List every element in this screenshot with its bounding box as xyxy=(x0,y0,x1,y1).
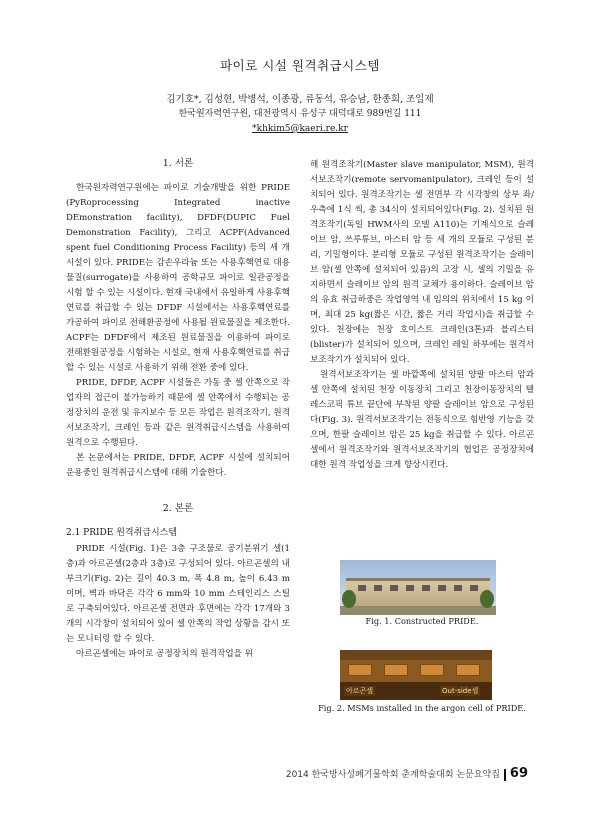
page-number: 69 xyxy=(509,766,528,781)
footer-proceedings-title: 2014 한국방사성폐기물학회 춘계학술대회 논문요약집 xyxy=(285,770,500,780)
figure-2-label-outside-cell: Out-side셀 xyxy=(442,687,479,695)
left-column xyxy=(66,150,290,662)
intro-paragraph-3: 본 논문에서는 PRIDE, DFDF, ACPF 시설에 설치되어 운용중인 원격취급시스템에 대해 기술한다. xyxy=(66,453,290,478)
figure-2-argon-cell-photo xyxy=(340,650,492,700)
body-paragraph-4: 원격서보조작기는 셀 바깥쪽에 설치된 양팔 마스터 암과 셀 안쪽에 설치된 천장 이동장치 그리고 천장이동장치의 텔레스코픽 튜브 끝단에 부착된 양팔 슬레이브 암으로 구성된다(Fig. 3). 원격서보조작기는 전동식으로 힘반영 기능을 갖으며, 한팔 슬레이브 암은 25 kg을 취급할 수 있다. 아르곤셀에서 원격조작기와 원격서보조작기의 협업은 공정장치에 대한 원격 작업성을 크게 향상시킨다. xyxy=(310,370,534,470)
section-heading-intro: 1. 서론 xyxy=(162,158,194,169)
section-heading-body: 2. 본론 xyxy=(162,503,194,514)
intro-paragraph-1: 한국원자력연구원에는 파이로 기술개발을 위한 PRIDE (PyRoprocessing Integrated inactive DEmonstration facility), DFDF(DUPIC Fuel Demonstration Facility), 그리고 ACPF(Advanced spent fuel Conditioning Process Facility) 등의 세 개 시설이 있다. PRIDE는 감손우라늄 또는 사용후핵연료 대용물질(surrogate)을 사용하여 공학규모 파이로 일관공정을 시험 할 수 있는 시설이다. 현재 국내에서 유일하게 사용후핵연료를 취급할 수 있는 DFDF 시설에서는 사용후핵연료를 가공하여 파이로 전해환공정에 사용될 원료물질을 제조한다. ACPF는 DFDF에서 제조된 원료물질을 이용하여 파이로 전해환원공정을 시험하는 시설로, 현재 사용후핵연료를 취급할 수 있는 시설로 사용하기 위해 전환 중에 있다. xyxy=(66,183,290,373)
affiliation: 한국원자력연구원, 대전광역시 유성구 대덕대로 989번길 111 xyxy=(178,109,422,119)
page-footer xyxy=(286,766,528,781)
figure-1-pride-building-photo xyxy=(340,560,496,615)
subsection-heading-2-1: 2.1 PRIDE 원격취급시스템 xyxy=(66,528,178,538)
body-paragraph-1: PRIDE 시설(Fig. 1)은 3층 구조물로 공기분위기 셀(1층)과 아르곤셀(2층과 3층)로 구성되어 있다. 아르곤셀의 내부크기(Fig. 2)는 길이 40.3 m, 폭 4.8 m, 높이 6.43 m 이며, 벽과 바닥은 각각 6 mm와 10 mm 스테인리스 스틸로 구축되어있다. 아르곤셀 전면과 후면에는 각각 17개와 3개의 시각창이 설치되어 있어 셀 안쪽의 작업 상황을 감시 또는 모니터링 할 수 있다. xyxy=(66,544,290,644)
right-column xyxy=(310,158,534,473)
figure-1-caption: Fig. 1. Constructed PRIDE. xyxy=(365,616,479,626)
author-list: 김기호*, 김성현, 박병석, 이종광, 류동석, 유승남, 한종희, 조일제 xyxy=(166,94,434,105)
contact-email: *khkim5@kaeri.re.kr xyxy=(252,124,348,134)
figure-2-label-argon-cell: 아르곤셀 xyxy=(346,687,374,695)
body-paragraph-3: 해 원격조작기(Master slave manipulator, MSM), 원격서보조작기(remote servomanipulator), 크레인 등이 설치되어 있다. 원격조작기는 셀 전면부 각 시각창의 상부 좌/우측에 1식 씩, 총 34식이 설치되어있다(Fig. 2). 설치된 원격조작기(독일 HWM사의 모델 A110)는 기계식으로 슬레이브 암, 쓰루튜브, 마스터 암 등 세 개의 모듈로 구성된 분리, 기밀형이다. 분리형 모듈로 구성된 원격조작기는 슬레이브 암(셀 안쪽에 설치되어 있음)의 고장 시, 셀의 기밀을 유지하면서 슬레이브 암의 원격 교체가 용이하다. 슬레이브 암의 유효 취급하중은 작업영역 내 임의의 위치에서 15 kg 이며, 최대 25 kg(짧은 시간, 짧은 거리 작업시)을 취급할 수 있다. 천장에는 천장 호이스트 크레인(3톤)과 블리스터(blister)가 설치되어 있으며, 크레인 레일 하부에는 원격서보조작기가 설치되어 있다. xyxy=(310,160,534,365)
body-paragraph-2: 아르곤셀에는 파이로 공정장치의 원격작업을 위 xyxy=(76,649,253,659)
figure-2-caption: Fig. 2. MSMs installed in the argon cell of PRIDE. xyxy=(318,703,526,713)
intro-paragraph-2: PRIDE, DFDF, ACPF 시설들은 가동 중 셀 안쪽으로 작업자의 접근이 불가능하기 때문에 셀 안쪽에서 수행되는 공정장치의 운전 및 유지보수 등 모든 작업은 원격조작기, 원격서보조작기, 크레인 등과 같은 원격취급시스템을 사용하여 원격으로 수행된다. xyxy=(66,378,290,448)
paper-title: 파이로 시설 원격취급시스템 xyxy=(220,58,380,73)
footer-divider xyxy=(504,769,506,781)
